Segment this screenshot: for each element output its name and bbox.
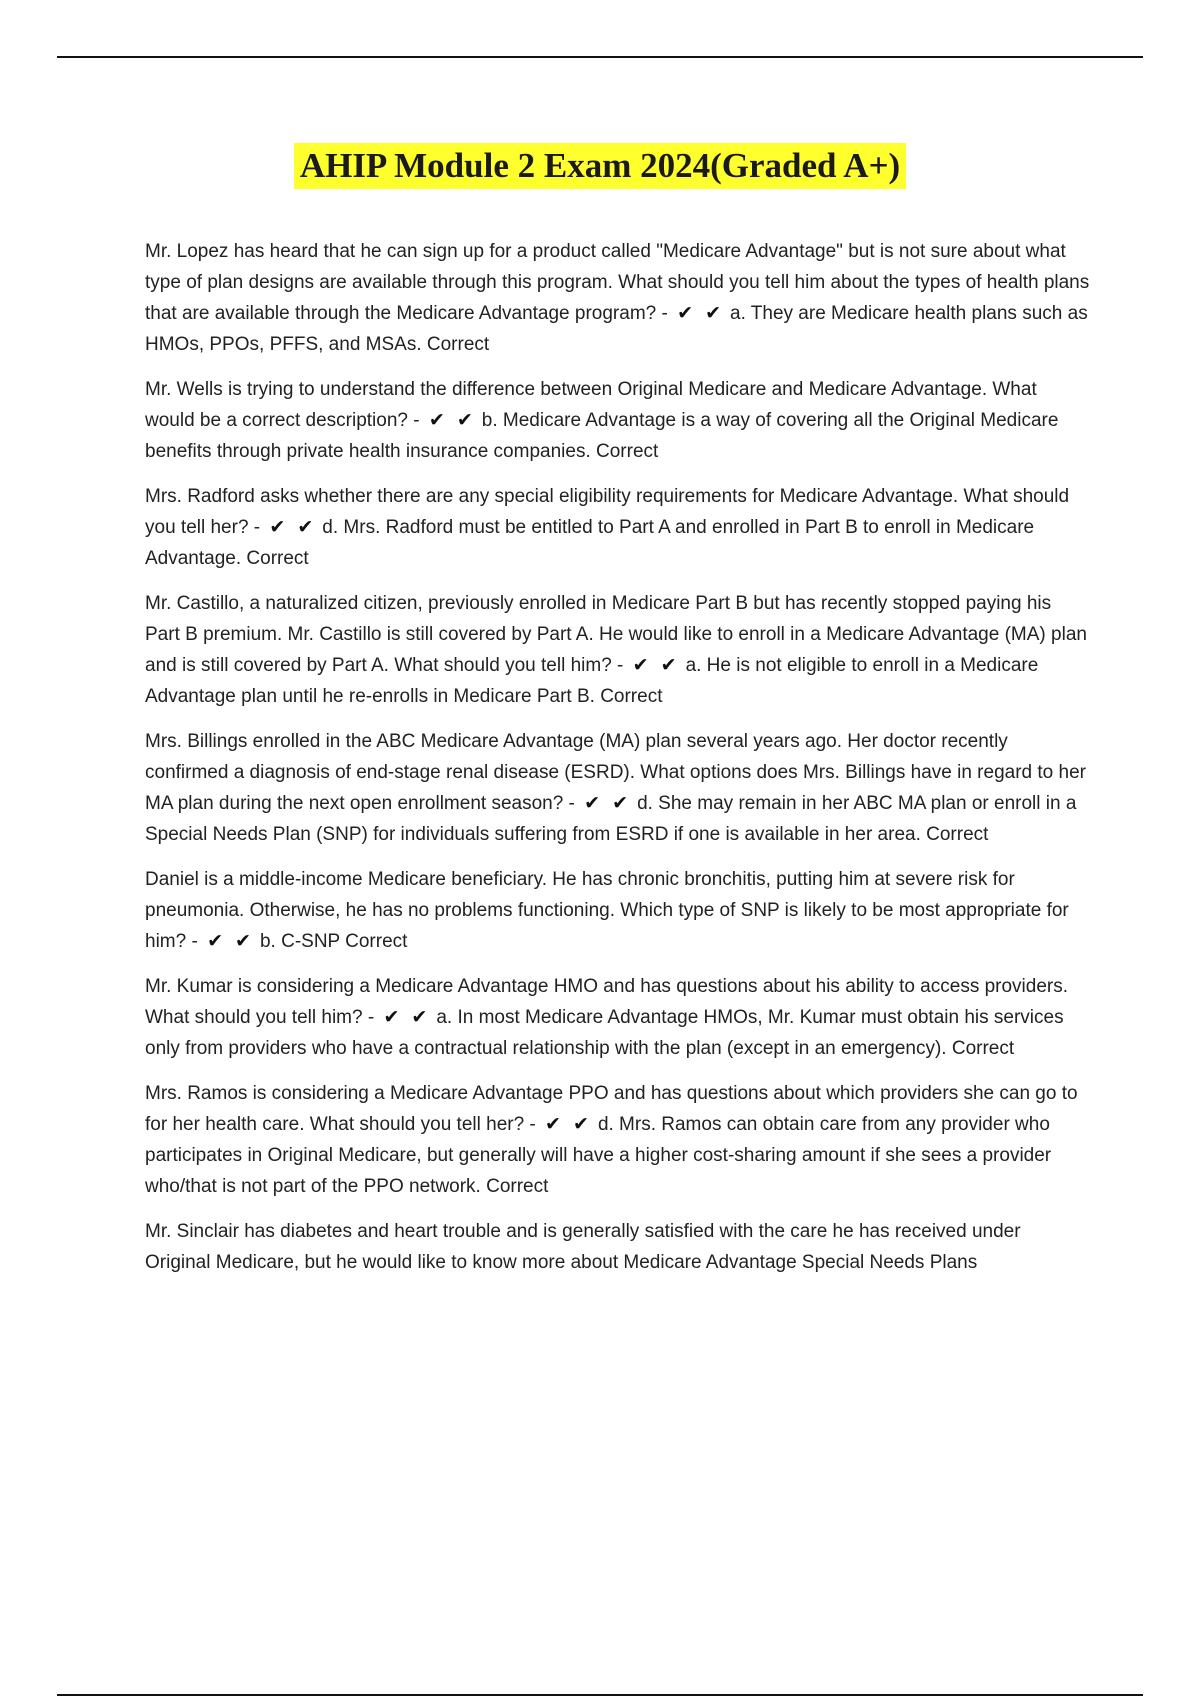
page-title: AHIP Module 2 Exam 2024(Graded A+) bbox=[294, 143, 906, 189]
bottom-rule bbox=[57, 1694, 1143, 1696]
top-rule bbox=[57, 56, 1143, 58]
title-container bbox=[0, 143, 1200, 189]
question-text: Mr. Kumar is considering a Medicare Advantage HMO and has questions about his ability to access providers. What should you tell him? - bbox=[145, 976, 1069, 1028]
double-check-icon: ✔ ✔ bbox=[584, 792, 632, 814]
answer-text: d. Mrs. Ramos can obtain care from any provider who participates in Original Medicare, but generally will have a higher cost-sharing amount if she sees a provider who/that is not part of the PPO network. Correct bbox=[145, 1114, 1052, 1197]
question-text: Mr. Lopez has heard that he can sign up for a product called "Medicare Advantage" but is not sure about what type of plan designs are available through this program. What should you tell him about the types of health plans that are available through the Medicare Advantage program? - bbox=[145, 241, 1090, 324]
question-text: Daniel is a middle-income Medicare beneficiary. He has chronic bronchitis, putting him at severe risk for pneumonia. Otherwise, he has no problems functioning. Which type of SNP is likely to be most appropriate for him? - bbox=[145, 869, 1069, 952]
answer-text: a. In most Medicare Advantage HMOs, Mr. Kumar must obtain his services only from providers who have a contractual relationship with the plan (except in an emergency). Correct bbox=[145, 1007, 1064, 1059]
answer-text: b. Medicare Advantage is a way of covering all the Original Medicare benefits through private health insurance companies. Correct bbox=[145, 410, 1059, 462]
qa-item-partial bbox=[145, 1216, 1090, 1278]
double-check-icon: ✔ ✔ bbox=[632, 654, 680, 676]
question-text: Mr. Sinclair has diabetes and heart trouble and is generally satisfied with the care he has received under Original Medicare, but he would like to know more about Medicare Advantage Special Needs Plans bbox=[145, 1221, 1021, 1273]
qa-item bbox=[145, 481, 1090, 574]
qa-item bbox=[145, 726, 1090, 850]
question-text: Mr. Castillo, a naturalized citizen, previously enrolled in Medicare Part B but has recently stopped paying his Part B premium. Mr. Castillo is still covered by Part A. He would like to enroll in a Medicare Advantage (MA) plan and is still covered by Part A. What should you tell him? - bbox=[145, 593, 1087, 676]
question-text: Mr. Wells is trying to understand the difference between Original Medicare and Medicare Advantage. What would be a correct description? - bbox=[145, 379, 1037, 431]
answer-text: b. C-SNP Correct bbox=[259, 931, 408, 952]
question-text: Mrs. Billings enrolled in the ABC Medicare Advantage (MA) plan several years ago. Her doctor recently confirmed a diagnosis of end-stage renal disease (ESRD). What options does Mrs. Billings have in regard to her MA plan during the next open enrollment season? - bbox=[145, 731, 1086, 814]
qa-item bbox=[145, 374, 1090, 467]
double-check-icon: ✔ ✔ bbox=[545, 1113, 592, 1135]
double-check-icon: ✔ ✔ bbox=[428, 409, 476, 431]
double-check-icon: ✔ ✔ bbox=[383, 1006, 431, 1028]
double-check-icon: ✔ ✔ bbox=[207, 930, 254, 952]
qa-item bbox=[145, 236, 1090, 360]
question-text: Mrs. Radford asks whether there are any special eligibility requirements for Medicare Advantage. What should you tell her? - bbox=[145, 486, 1070, 538]
qa-list bbox=[145, 236, 1090, 1292]
qa-item bbox=[145, 1078, 1090, 1202]
qa-item bbox=[145, 588, 1090, 712]
qa-item bbox=[145, 864, 1090, 957]
double-check-icon: ✔ ✔ bbox=[269, 516, 317, 538]
question-text: Mrs. Ramos is considering a Medicare Advantage PPO and has questions about which providers she can go to for her health care. What should you tell her? - bbox=[145, 1083, 1078, 1135]
answer-text: d. Mrs. Radford must be entitled to Part A and enrolled in Part B to enroll in Medicare Advantage. Correct bbox=[145, 517, 1035, 569]
answer-text: d. She may remain in her ABC MA plan or enroll in a Special Needs Plan (SNP) for individuals suffering from ESRD if one is available in her area. Correct bbox=[145, 793, 1077, 845]
answer-text: a. He is not eligible to enroll in a Medicare Advantage plan until he re-enrolls in Medicare Part B. Correct bbox=[145, 655, 1039, 707]
qa-item bbox=[145, 971, 1090, 1064]
answer-text: a. They are Medicare health plans such as HMOs, PPOs, PFFS, and MSAs. Correct bbox=[145, 303, 1088, 355]
double-check-icon: ✔ ✔ bbox=[677, 302, 724, 324]
